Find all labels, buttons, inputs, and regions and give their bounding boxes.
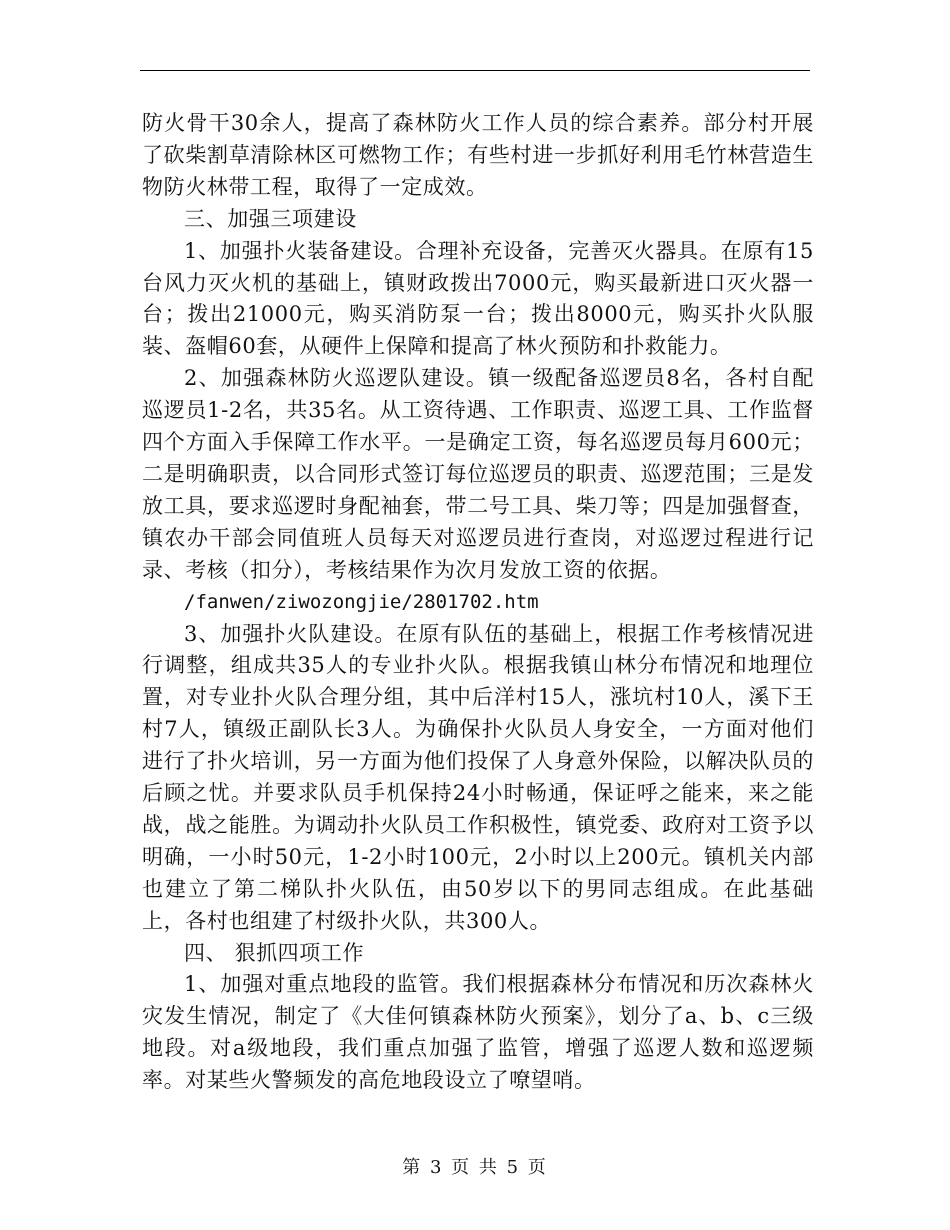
section-heading-four: 四、 狠抓四项工作 [184, 940, 365, 965]
header-rule [140, 70, 810, 71]
url-line: /fanwen/ziwozongjie/2801702.htm [184, 590, 539, 613]
paragraph-patrol: 2、加强森林防火巡逻队建设。镇一级配备巡逻员8名，各村自配巡逻员1-2名，共35名。从工资待遇、工作职责、巡逻工具、工作监督四个方面入手保障工作水平。一是确定工资，每名巡逻员每月600元；二是明确职责，以合同形式签订每位巡逻员的职责、巡逻范围；三是发放工具，要求巡逻时身配袖套，带二号工具、柴刀等；四是加强督查，镇农办干部会同值班人员每天对巡逻员进行查岗，对巡逻过程进行记录、考核（扣分），考核结果作为次月发放工资的依据。 [142, 366, 814, 582]
paragraph-firefighting-team: 3、加强扑火队建设。在原有队伍的基础上，根据工作考核情况进行调整，组成共35人的专业扑火队。根据我镇山林分布情况和地理位置，对专业扑火队合理分组，其中后洋村15人，涨坑村10人，溪下王村7人，镇级正副队长3人。为确保扑火队员人身安全，一方面对他们进行了扑火培训，另一方面为他们投保了人身意外保险，以解决队员的后顾之忧。并要求队员手机保持24小时畅通，保证呼之能来，来之能战，战之能胜。为调动扑火队员工作积极性，镇党委、政府对工资予以明确，一小时50元，1-2小时100元，2小时以上200元。镇机关内部也建立了第二梯队扑火队伍，由50岁以下的男同志组成。在此基础上，各村也组建了村级扑火队，共300人。 [142, 621, 814, 933]
paragraph-equipment: 1、加强扑火装备建设。合理补充设备，完善灭火器具。在原有15台风力灭火机的基础上，镇财政拨出7000元，购买最新进口灭火器一台；拨出21000元，购买消防泵一台；拨出8000元，购买扑火队服装、盔帽60套，从硬件上保障和提高了林火预防和扑救能力。 [142, 238, 814, 359]
paragraph-key-areas: 1、加强对重点地段的监管。我们根据森林分布情况和历次森林火灾发生情况，制定了《大佳何镇森林防火预案》，划分了a、b、c三级地段。对a级地段，我们重点加强了监管，增强了巡逻人数和巡逻频率。对某些火警频发的高危地段设立了嘹望哨。 [142, 972, 814, 1093]
document-body [142, 108, 814, 1097]
page-number-footer: 第 3 页 共 5 页 [402, 1157, 548, 1178]
section-heading-three: 三、加强三项建设 [184, 206, 357, 231]
paragraph-continuation: 防火骨干30余人，提高了森林防火工作人员的综合素养。部分村开展了砍柴割草清除林区可燃物工作；有些村进一步抓好利用毛竹林营造生物防火林带工程，取得了一定成效。 [142, 111, 814, 199]
